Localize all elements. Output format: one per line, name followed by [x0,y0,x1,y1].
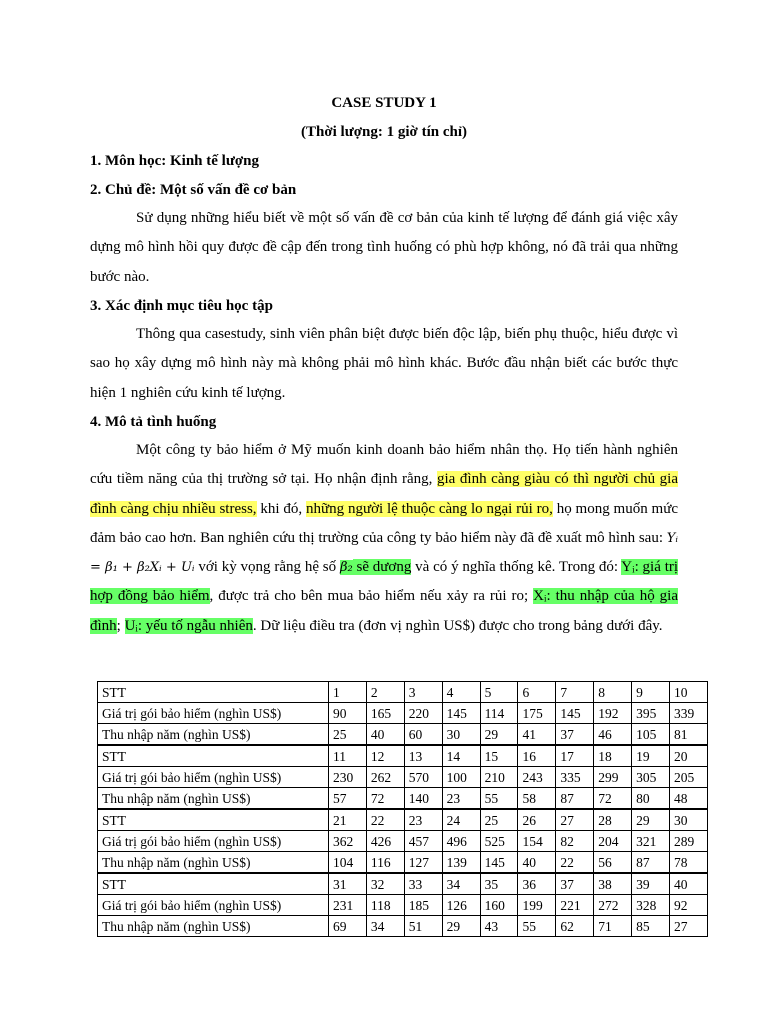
table-cell: 18 [594,745,632,767]
table-cell: 43 [480,916,518,937]
table-cell: 34 [442,873,480,895]
table-cell: 395 [632,703,670,724]
table-cell: 205 [670,767,708,788]
table-cell: 12 [366,745,404,767]
case-text-6: , được trả cho bên mua bảo hiểm nếu xảy ra rủi ro; [209,588,534,605]
table-cell: 145 [480,852,518,874]
table-cell: 56 [594,852,632,874]
row-label: Giá trị gói bảo hiểm (nghìn US$) [98,831,329,852]
table-cell: 80 [632,788,670,810]
row-label: Thu nhập năm (nghìn US$) [98,916,329,937]
table-cell: 90 [329,703,367,724]
table-cell: 37 [556,724,594,746]
row-label: Giá trị gói bảo hiểm (nghìn US$) [98,895,329,916]
table-cell: 25 [480,809,518,831]
insurance-data-table [97,681,708,937]
highlight-dependents-risk: những người lệ thuộc càng lo ngại rủi ro, [305,500,553,517]
table-cell: 35 [480,873,518,895]
table-cell: 6 [518,682,556,703]
table-cell: 55 [518,916,556,937]
table-row [98,831,708,852]
table-cell: 126 [442,895,480,916]
table-cell: 7 [556,682,594,703]
case-text-3: họ mong muốn mức đảm bảo cao hơn. Ban nghiên cứu thị trường của công ty bảo hiểm này đã đề xuất mô hình sau: [90,500,678,546]
case-text-5: và có ý nghĩa thống kê. Trong đó: [411,559,622,576]
table-cell: 78 [670,852,708,874]
table-row [98,788,708,810]
table-cell: 71 [594,916,632,937]
table-cell: 15 [480,745,518,767]
table-cell: 60 [404,724,442,746]
table-cell: 57 [329,788,367,810]
table-cell: 105 [632,724,670,746]
table-cell: 51 [404,916,442,937]
table-cell: 145 [442,703,480,724]
table-cell: 9 [632,682,670,703]
highlight-positive: sẽ dương [352,559,412,576]
table-cell: 145 [556,703,594,724]
table-cell: 46 [594,724,632,746]
case-text-8: . Dữ liệu điều tra (đơn vị nghìn US$) được cho trong bảng dưới đây. [252,617,663,634]
topic-paragraph-text: Sử dụng những hiểu biết về một số vấn đề cơ bản của kinh tế lượng để đánh giá việc xây dựng mô hình hồi quy được đề cập đến trong tình huống có phù hợp không, nó đã trải qua những bước nào. [90,210,678,285]
table-cell: 14 [442,745,480,767]
table-cell: 31 [329,873,367,895]
table-cell: 525 [480,831,518,852]
table-cell: 48 [670,788,708,810]
table-cell: 221 [556,895,594,916]
table-row [98,809,708,831]
section-objectives-heading: 3. Xác định mục tiêu học tập [90,298,273,314]
table-cell: 40 [518,852,556,874]
row-label: STT [98,873,329,895]
table-cell: 38 [594,873,632,895]
table-row [98,724,708,746]
table-cell: 37 [556,873,594,895]
table-cell: 29 [632,809,670,831]
row-label: Giá trị gói bảo hiểm (nghìn US$) [98,703,329,724]
table-cell: 305 [632,767,670,788]
table-cell: 496 [442,831,480,852]
table-cell: 81 [670,724,708,746]
table-cell: 28 [594,809,632,831]
table-cell: 116 [366,852,404,874]
table-cell: 22 [556,852,594,874]
table-cell: 4 [442,682,480,703]
case-text-1: Một công ty bảo hiểm ở Mỹ muốn kinh doanh bảo hiểm nhân thọ. Họ tiến hành nghiên cứu tiềm năng của thị trường sở tại. Họ nhận định rằng, [90,442,678,488]
table-cell: 87 [556,788,594,810]
table-cell: 243 [518,767,556,788]
case-text-2: khi đó, [256,500,306,517]
table-cell: 426 [366,831,404,852]
row-label: STT [98,745,329,767]
table-cell: 5 [480,682,518,703]
table-cell: 82 [556,831,594,852]
table-cell: 199 [518,895,556,916]
table-cell: 29 [480,724,518,746]
table-cell: 17 [556,745,594,767]
table-cell: 26 [518,809,556,831]
highlight-y-definition: Yᵢ: giá trị hợp đồng bảo hiểm [90,559,679,605]
row-label: Thu nhập năm (nghìn US$) [98,788,329,810]
table-cell: 27 [556,809,594,831]
table-cell: 30 [670,809,708,831]
table-cell: 27 [670,916,708,937]
row-label: STT [98,682,329,703]
table-row [98,873,708,895]
table-cell: 32 [366,873,404,895]
table-row [98,916,708,937]
table-cell: 127 [404,852,442,874]
table-cell: 328 [632,895,670,916]
highlight-u-definition: Uᵢ: yếu tố ngẫu nhiên [124,617,253,634]
objectives-paragraph-text: Thông qua casestudy, sinh viên phân biệt được biến độc lập, biến phụ thuộc, hiểu được vì sao họ xây dựng mô hình này mà không phải mô hình khác. Bước đầu nhận biết các bước thực hiện 1 nghiên cứu kinh tế lượng. [90,326,678,401]
section-subject-heading: 1. Môn học: Kinh tế lượng [90,153,259,169]
case-text-7: ; [116,617,125,634]
table-cell: 160 [480,895,518,916]
table-cell: 23 [442,788,480,810]
row-label: STT [98,809,329,831]
table-row [98,703,708,724]
table-cell: 165 [366,703,404,724]
table-cell: 62 [556,916,594,937]
table-cell: 16 [518,745,556,767]
table-cell: 40 [366,724,404,746]
table-cell: 299 [594,767,632,788]
table-cell: 118 [366,895,404,916]
row-label: Thu nhập năm (nghìn US$) [98,724,329,746]
table-row [98,895,708,916]
table-cell: 321 [632,831,670,852]
table-cell: 21 [329,809,367,831]
table-row [98,767,708,788]
table-row [98,852,708,874]
table-cell: 231 [329,895,367,916]
table-cell: 192 [594,703,632,724]
table-cell: 3 [404,682,442,703]
table-cell: 210 [480,767,518,788]
table-cell: 40 [670,873,708,895]
document-title: CASE STUDY 1 [331,95,437,111]
table-cell: 24 [442,809,480,831]
table-cell: 230 [329,767,367,788]
table-cell: 154 [518,831,556,852]
table-cell: 457 [404,831,442,852]
table-cell: 85 [632,916,670,937]
table-cell: 19 [632,745,670,767]
table-cell: 335 [556,767,594,788]
table-cell: 139 [442,852,480,874]
table-cell: 22 [366,809,404,831]
table-cell: 570 [404,767,442,788]
case-paragraph [90,436,678,641]
table-cell: 30 [442,724,480,746]
row-label: Thu nhập năm (nghìn US$) [98,852,329,874]
table-cell: 69 [329,916,367,937]
objectives-paragraph [90,320,678,408]
case-text-4: với kỳ vọng rằng hệ số [194,559,340,576]
document-subtitle: (Thời lượng: 1 giờ tín chỉ) [300,124,468,140]
table-cell: 29 [442,916,480,937]
table-cell: 33 [404,873,442,895]
table-cell: 72 [594,788,632,810]
highlight-x-definition: Xᵢ: thu nhập của hộ gia đình [90,588,678,634]
table-cell: 204 [594,831,632,852]
table-cell: 114 [480,703,518,724]
table-cell: 72 [366,788,404,810]
table-row [98,682,708,703]
table-cell: 100 [442,767,480,788]
table-cell: 36 [518,873,556,895]
table-cell: 8 [594,682,632,703]
table-cell: 55 [480,788,518,810]
highlight-rich-stress: gia đình càng giàu có thì người chủ gia đình càng chịu nhiều stress, [90,471,678,517]
table-cell: 11 [329,745,367,767]
table-cell: 92 [670,895,708,916]
table-cell: 1 [329,682,367,703]
table-cell: 220 [404,703,442,724]
table-cell: 362 [329,831,367,852]
table-cell: 175 [518,703,556,724]
topic-paragraph [90,204,678,292]
table-cell: 289 [670,831,708,852]
table-row [98,745,708,767]
table-cell: 34 [366,916,404,937]
table-cell: 23 [404,809,442,831]
table-cell: 339 [670,703,708,724]
table-cell: 272 [594,895,632,916]
table-cell: 39 [632,873,670,895]
table-cell: 10 [670,682,708,703]
regression-formula: Yᵢ = β₁ + β₂Xᵢ + Uᵢ [90,530,678,576]
table-cell: 2 [366,682,404,703]
table-cell: 25 [329,724,367,746]
table-cell: 104 [329,852,367,874]
table-cell: 140 [404,788,442,810]
table-cell: 13 [404,745,442,767]
table-cell: 20 [670,745,708,767]
beta2-symbol: β₂ [339,560,353,576]
section-case-heading: 4. Mô tả tình huống [90,414,217,430]
table-cell: 87 [632,852,670,874]
table-cell: 185 [404,895,442,916]
table-cell: 262 [366,767,404,788]
table-cell: 58 [518,788,556,810]
table-cell: 41 [518,724,556,746]
section-topic-heading: 2. Chủ đề: Một số vấn đề cơ bản [90,182,297,198]
row-label: Giá trị gói bảo hiểm (nghìn US$) [98,767,329,788]
